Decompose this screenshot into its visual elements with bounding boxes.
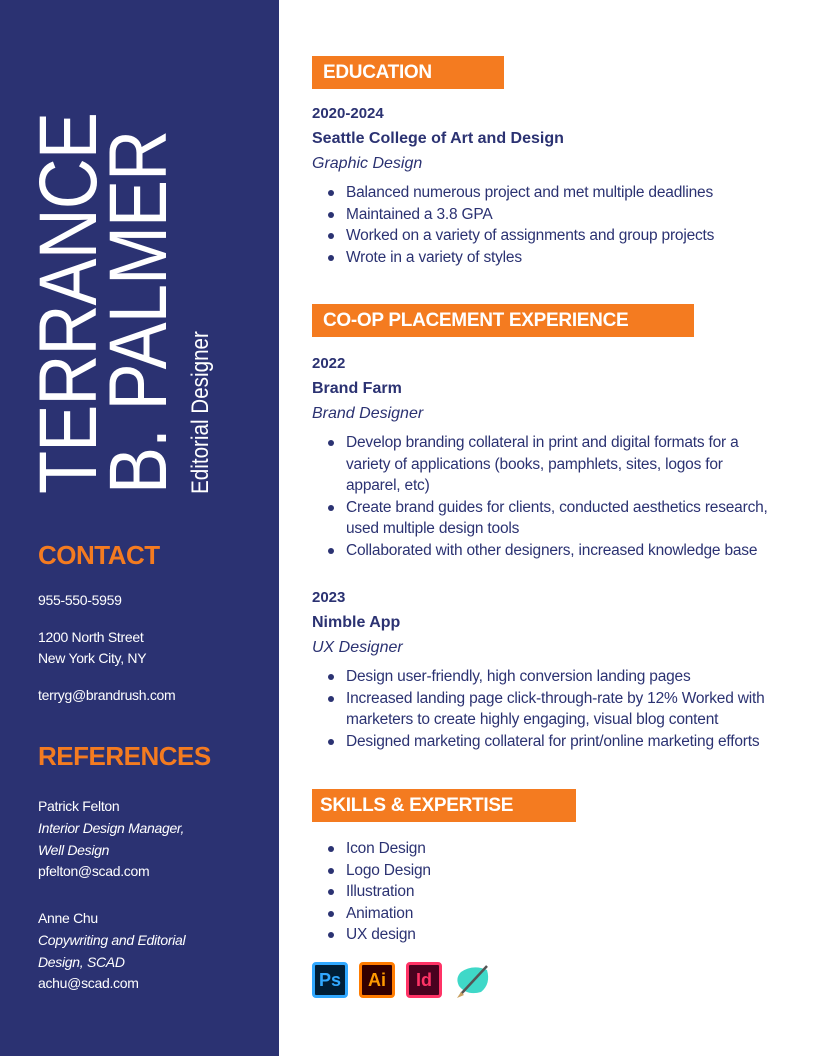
job-year: 2022 [312,355,346,372]
reference-email: achu@scad.com [38,975,139,991]
company: Brand Farm [312,380,402,397]
address-line-1: 1200 North Street [38,629,144,645]
list-item: Increased landing page click-through-rate by 12% Worked with marketers to create highly engaging, visual blog content [312,688,772,731]
reference-name: Patrick Felton [38,798,120,814]
company: Nimble App [312,614,401,631]
education-heading: EDUCATION [312,56,504,89]
skills-section [312,832,772,946]
reference-2 [38,908,185,994]
job-title: Brand Designer [312,405,424,422]
reference-1 [38,796,184,882]
job-year: 2023 [312,589,346,606]
list-item: Illustration [312,881,772,903]
tool-icons [312,962,491,1000]
reference-title: Copywriting and Editorial [38,932,186,948]
experience-heading: CO-OP PLACEMENT EXPERIENCE [312,304,694,337]
first-name: TERRANCE [23,112,114,494]
list-item: Balanced numerous project and met multiple deadlines [312,182,772,204]
list-item: Animation [312,903,772,925]
reference-email: pfelton@scad.com [38,863,150,879]
indesign-icon: Id [406,962,442,998]
job-2 [312,585,772,752]
education-year: 2020-2024 [312,105,384,122]
skills-heading: SKILLS & EXPERTISE [312,789,576,822]
contact-heading: CONTACT [38,540,160,570]
list-item: Maintained a 3.8 GPA [312,204,772,226]
reference-title: Interior Design Manager, [38,820,185,836]
reference-org: Well Design [38,842,110,858]
school: Seattle College of Art and Design [312,130,564,147]
job-role: Editorial Designer [187,331,214,494]
sidebar [0,0,279,1056]
list-item: Worked on a variety of assignments and group projects [312,225,772,247]
references-heading: REFERENCES [38,741,211,771]
last-name: B. PALMER [93,130,184,494]
list-item: Design user-friendly, high conversion landing pages [312,666,772,688]
list-item: UX design [312,924,772,946]
list-item: Designed marketing collateral for print/online marketing efforts [312,731,772,753]
program: Graphic Design [312,155,423,172]
list-item: Create brand guides for clients, conducted aesthetics research, used multiple design tools [312,497,772,540]
list-item: Develop branding collateral in print and digital formats for a variety of applications (books, pamphlets, sites, logos for apparel, etc) [312,432,772,497]
list-item: Collaborated with other designers, increased knowledge base [312,540,772,562]
education-section [312,101,772,268]
job-title: UX Designer [312,639,403,656]
email: terryg@brandrush.com [38,687,176,703]
photoshop-icon: Ps [312,962,348,998]
reference-org: Design, SCAD [38,954,125,970]
address-line-2: New York City, NY [38,650,147,666]
list-item: Wrote in a variety of styles [312,247,772,269]
job-1 [312,351,772,561]
list-item: Logo Design [312,860,772,882]
phone: 955-550-5959 [38,592,122,608]
name-block [23,74,216,494]
illustrator-icon: Ai [359,962,395,998]
reference-name: Anne Chu [38,910,98,926]
list-item: Icon Design [312,838,772,860]
paint-brush-icon [453,962,491,1000]
